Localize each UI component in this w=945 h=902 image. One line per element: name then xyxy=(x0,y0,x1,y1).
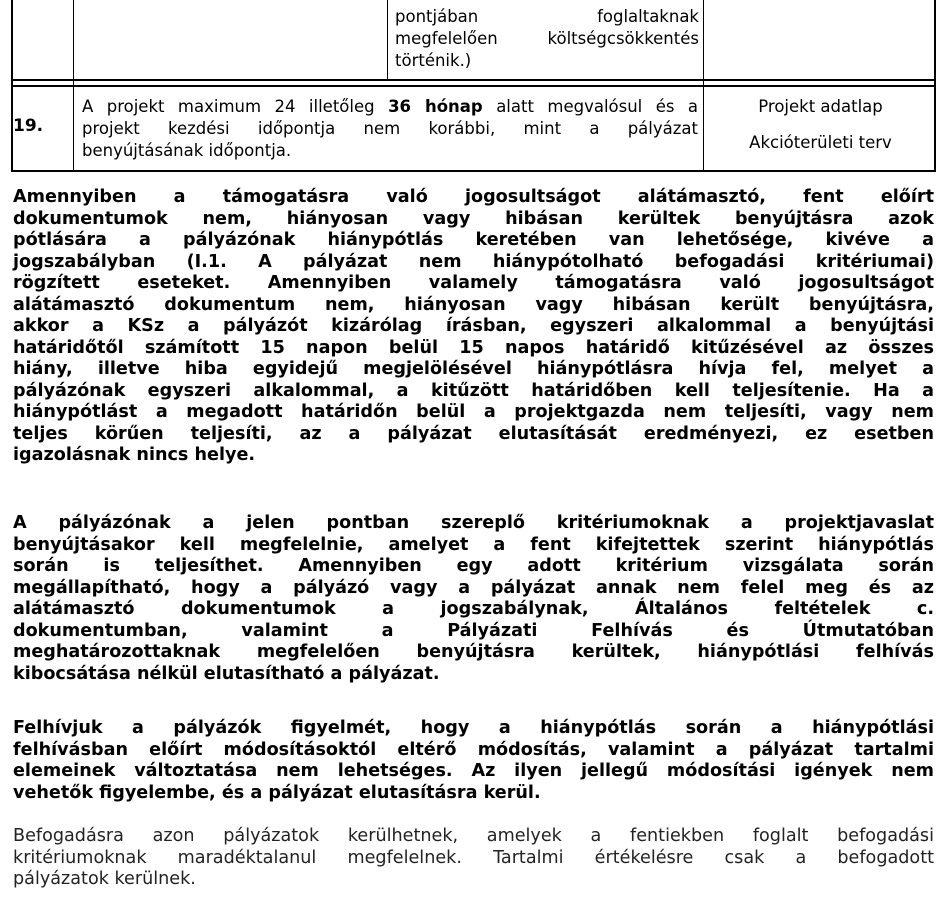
document-action-area-plan: Akcióterületi terv xyxy=(749,133,892,152)
text-line: igazolásnak nincs helye. xyxy=(13,445,256,465)
continuation-text xyxy=(395,6,699,72)
text-line: alátámasztó dokumentum nem, hiányosan vagy hibásan került benyújtásra, xyxy=(13,294,934,315)
text-line: pályázatok kerülnek. xyxy=(13,869,196,889)
row-description xyxy=(82,96,698,162)
row-divider-mid xyxy=(11,85,936,87)
row-number: 19. xyxy=(13,116,44,136)
paragraph-modification-notice xyxy=(13,718,934,804)
continuation-line: megfelelően költségcsökkentés xyxy=(395,29,699,48)
paragraph-criteria-compliance xyxy=(13,513,934,685)
description-line: projekt kezdési időpontja nem korábbi, mint a pályázat xyxy=(82,119,698,138)
text-line: benyújtásakor kell megfelelnie, amelyet a fent kifejtettek szerint hiánypótlás xyxy=(13,534,934,555)
text-line: akkor a KSz a pályázót kizárólag írásban, egyszeri alkalommal a benyújtási xyxy=(13,316,934,336)
row-divider-top xyxy=(11,79,936,81)
text-line: elemeinek változtatása nem lehetséges. Az ilyen jellegű módosítási igények nem xyxy=(13,761,934,781)
text-line: határidőtől számított 15 napon belül 15 napos határidő kitűzésével az összes xyxy=(13,337,934,358)
continuation-line: pontjában foglaltaknak xyxy=(395,7,699,26)
text-line: dokumentumban, valamint a Pályázati Felhívás és Útmutatóban xyxy=(13,620,934,641)
text-line: vehetők figyelembe, és a pályázat elutasításra kerül. xyxy=(13,782,541,803)
text-line: megállapítható, hogy a pályázó vagy a pályázat annak nem felel meg és az xyxy=(13,577,934,598)
table-bottom-border xyxy=(11,170,936,172)
text-line: jogszabályban (I.1. A pályázat nem hiánypótolható befogadási kritériumai) xyxy=(13,251,934,272)
description-text: A projekt maximum 24 illetőleg xyxy=(82,97,389,116)
text-line: Befogadásra azon pályázatok kerülhetnek, amelyek a fentiekben foglalt befogadási xyxy=(13,826,934,846)
text-line: Felhívjuk a pályázók figyelmét, hogy a hiánypótlás során a hiánypótlási xyxy=(13,718,934,738)
continuation-line: történik.) xyxy=(395,51,472,70)
paragraph-deficiency-remedy xyxy=(13,187,934,467)
text-line: felhívásban előírt módosításoktól eltérő módosítás, valamint a pályázat tartalmi xyxy=(13,739,934,760)
text-line: dokumentumok nem, hiányosan vagy hibásan kerültek benyújtásra azok xyxy=(13,208,934,229)
text-line: rögzített eseteket. Amennyiben valamely támogatásra való jogosultságot xyxy=(13,273,934,293)
text-line: teljes körűen teljesíti, az a pályázat elutasítását eredményezi, ez esetben xyxy=(13,423,934,444)
text-line: Amennyiben a támogatásra való jogosultságot alátámasztó, fent előírt xyxy=(13,187,934,207)
text-line: hiány, illetve hiba egyidejű megjelölésével hiánypótlásra hívja fel, melyet a xyxy=(13,359,934,379)
text-line: kritériumoknak maradéktalanul megfelelnek. Tartalmi értékelésre csak a befogadott xyxy=(13,847,934,868)
document-project-datasheet: Projekt adatlap xyxy=(758,97,883,116)
text-line: kibocsátása nélkül elutasítható a pályázat. xyxy=(13,663,440,684)
text-line: A pályázónak a jelen pontban szereplő kritériumoknak a projektjavaslat xyxy=(13,513,934,533)
text-line: meghatározottaknak megfelelően benyújtásra kerültek, hiánypótlási felhívás xyxy=(13,642,934,662)
description-line xyxy=(82,96,698,118)
text-line: pályázónak egyszeri alkalommal, a kitűzött határidőben kell teljesítenie. Ha a xyxy=(13,380,934,401)
text-line: alátámasztó dokumentumok a jogszabálynak, Általános feltételek c. xyxy=(13,599,934,619)
col-divider-2 xyxy=(387,0,388,81)
text-line: hiánypótlást a megadott határidőn belül a projektgazda nem teljesíti, vagy nem xyxy=(13,402,934,422)
paragraph-acceptance xyxy=(13,826,934,891)
text-line: pótlására a pályázónak hiánypótlás keretében van lehetősége, kivéve a xyxy=(13,230,934,250)
description-text: alatt megvalósul és a xyxy=(482,97,699,116)
text-line: során is teljesíthet. Amennyiben egy adott kritérium vizsgálata során xyxy=(13,556,934,576)
description-line: benyújtásának időpontja. xyxy=(82,141,292,160)
description-bold-text: 36 hónap xyxy=(388,97,483,116)
